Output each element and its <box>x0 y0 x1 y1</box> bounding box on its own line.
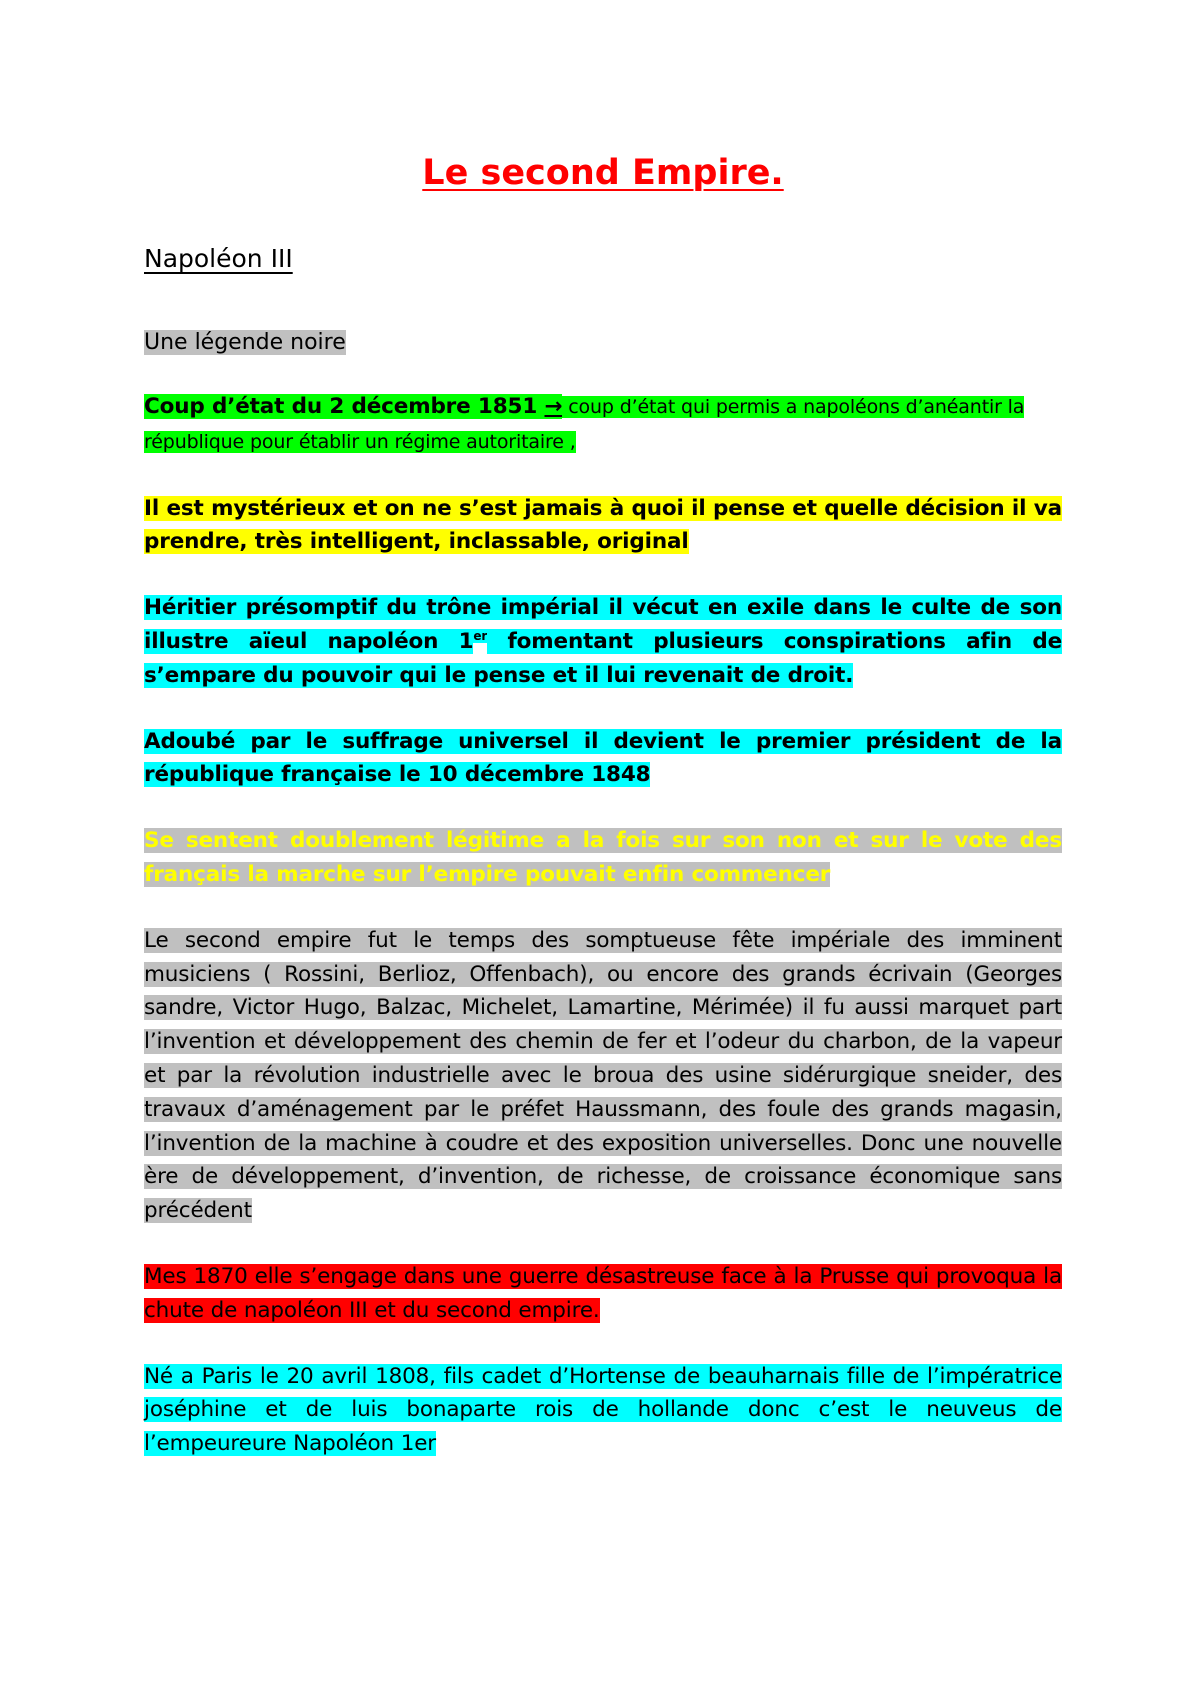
paragraph-adoube <box>144 725 1062 793</box>
paragraph-mysterieux <box>144 492 1062 560</box>
paragraph-coup-detat-bold: Coup d’état du 2 décembre 1851 <box>144 394 545 419</box>
paragraph-1870 <box>144 1260 1062 1328</box>
paragraph-adoube-text: Adoubé par le suffrage universel il devient le premier président de la république française le 10 décembre 1848 <box>144 728 1062 788</box>
subheading <box>144 326 1062 360</box>
section-heading-text: Napoléon III <box>144 244 293 273</box>
paragraph-heritier-sup: er <box>473 628 488 643</box>
paragraph-naissance-text: Né a Paris le 20 avril 1808, fils cadet d’Hortense de beauharnais fille de l’impératrice joséphine et de luis bonaparte rois de hollande donc c’est le neuveus de l’empeureure Napoléon 1er <box>144 1363 1062 1457</box>
section-heading <box>144 242 1062 276</box>
paragraph-second-empire <box>144 924 1062 1228</box>
paragraph-1870-text: Mes 1870 elle s’engage dans une guerre désastreuse face à la Prusse qui provoqua la chute de napoléon III et du second empire. <box>144 1263 1062 1323</box>
paragraph-heritier-text-b: fomentant plusieurs conspirations afin de s’empare du pouvoir qui le pense et il lui revenait de droit. <box>144 628 1062 688</box>
page-title-text: Le second Empire. <box>422 153 784 193</box>
paragraph-second-empire-text: Le second empire fut le temps des somptueuse fête impériale des imminent musiciens ( Rossini, Berlioz, Offenbach), ou encore des grands écrivain (Georges sandre, Victor Hugo, Balzac, Michelet, Lamartine, Mérimée) il fu aussi marquet part l’invention et développement des chemin de fer et l’odeur du charbon, de la vapeur et par la révolution industrielle avec le broua des usine sidérurgique sneider, des travaux d’aménagement par le préfet Haussmann, des foule des grands magasin, l’invention de la machine à coudre et des exposition universelles. Donc une nouvelle ère de développement, d’invention, de richesse, de croissance économique sans précédent <box>144 927 1062 1224</box>
paragraph-heritier-text-a: Héritier présomptif du trône impérial il vécut en exile dans le culte de son illustre aïeul napoléon 1 <box>144 595 1062 654</box>
paragraph-legitime-text: Se sentent doublement légitime a la fois sur son non et sur le vote des français la marche sur l’empire pouvait enfin commencer <box>144 828 1062 887</box>
paragraph-naissance <box>144 1360 1062 1461</box>
paragraph-mysterieux-text: Il est mystérieux et on ne s’est jamais à quoi il pense et quelle décision il va prendre, très intelligent, inclassable, original <box>144 495 1062 555</box>
document-content <box>144 150 1062 1461</box>
paragraph-coup-detat <box>144 390 1062 460</box>
subheading-text: Une légende noire <box>144 330 346 355</box>
arrow-icon: → <box>544 394 563 419</box>
paragraph-coup-detat-rest: coup d’état qui permis a napoléons d’anéantir la république pour établir un régime autoritaire , <box>144 396 1025 453</box>
paragraph-legitime <box>144 824 1062 892</box>
page-title <box>144 150 1062 196</box>
paragraph-heritier <box>144 591 1062 692</box>
